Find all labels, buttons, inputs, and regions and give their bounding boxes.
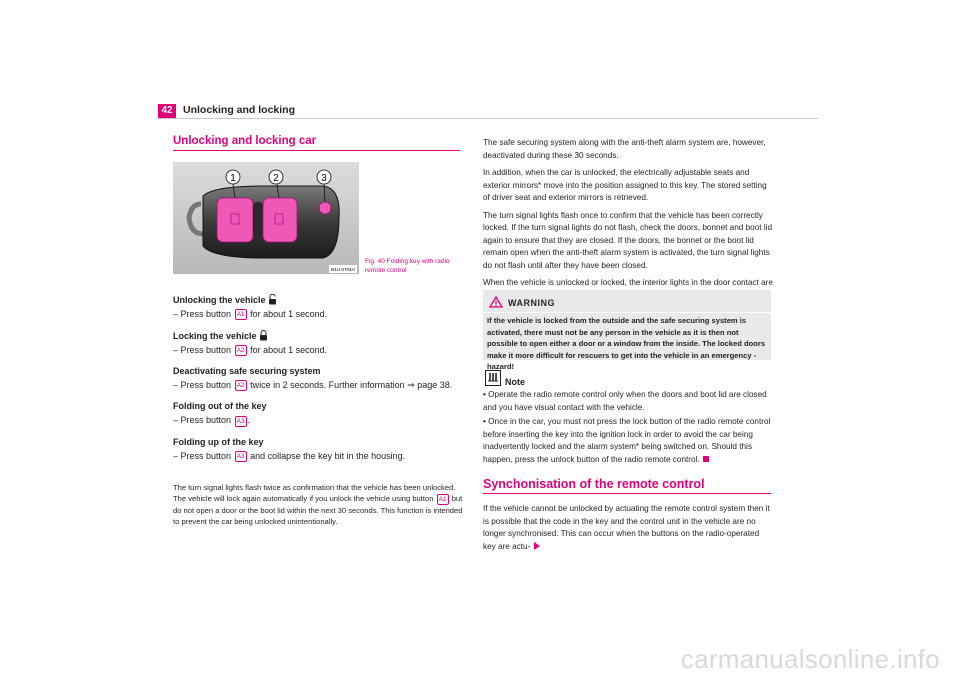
figure-code: B1U-0704H xyxy=(331,267,355,272)
step-title: Deactivating safe securing system xyxy=(173,366,321,377)
watermark: carmanualsonline.info xyxy=(680,644,940,674)
right-paragraphs xyxy=(483,137,773,302)
unlock-icon xyxy=(268,294,277,305)
callout-ref: A3 xyxy=(235,451,247,462)
warning-text: If the vehicle is locked from the outside and the safe securing system is activated, there must not be any person in the vehicle as it is then not possible to open either a door or a window from the inside. The locked doors make it more difficult for rescuers to get into the vehicle in an emergency - hazard! xyxy=(487,316,766,371)
paragraph: In addition, when the car is unlocked, the electrically adjustable seats and exterior mirrors* move into the position assigned to this key. The stored setting of driver seat and exterior mirrors is retrieved. xyxy=(483,168,767,202)
section2-text: If the vehicle cannot be unlocked by actuating the remote control system then it is possible that the code in the key and the control unit in the vehicle are no longer synchronised. This can occur when the buttons on the radio-operated key are actu- xyxy=(483,504,770,551)
continue-arrow-icon xyxy=(533,542,541,550)
section2-rule xyxy=(483,493,771,494)
callout-1-label: 1 xyxy=(230,173,236,184)
callout-ref: A2 xyxy=(235,380,247,391)
step-title: Folding up of the key xyxy=(173,436,264,447)
key-remote-figure xyxy=(173,162,359,274)
bullet: • xyxy=(483,390,486,399)
footnote-text: The turn signal lights flash twice as confirmation that the vehicle has been unlocked. The vehicle will lock again automatically if you unlock the vehicle using button A1 but do not open a door or the boot lid within the next 30 seconds. This function is intended to prevent the car being unlocked unintentionally. xyxy=(173,483,463,527)
figure-caption: Fig. 40 Folding key with radio remote control xyxy=(365,258,450,274)
key-remote-illustration xyxy=(173,162,359,274)
note-title: Note xyxy=(505,377,525,387)
paragraph: The safe securing system along with the anti-theft alarm system are, however, deactivated during these 30 seconds. xyxy=(483,138,766,160)
step-fold-up: Folding up of the key – Press button A3 and collapse the key bit in the housing. xyxy=(173,437,463,462)
step-title: Folding out of the key xyxy=(173,401,267,412)
callout-2-label: 2 xyxy=(273,173,279,184)
callout-3-label: 3 xyxy=(321,173,327,184)
bullet: • xyxy=(483,417,486,426)
note-item: • Operate the radio remote control only when the doors and boot lid are closed and you have visual contact with the vehicle. xyxy=(483,390,767,412)
page-number: 42 xyxy=(158,104,176,118)
step-title: Unlocking the vehicle xyxy=(173,295,266,305)
callout-ref: A1 xyxy=(437,494,449,505)
paragraph: The turn signal lights flash once to confirm that the vehicle has been correctly locked. If the turn signal lights do not flash, check the doors, bonnet and boot lid again to ensure that they are closed. If the doors, the bonnet or the boot lid remain open when the anti-theft alarm system is activated, the turn signal lights do not flash until after they have been closed. xyxy=(483,210,773,270)
step-unlock: Unlocking the vehicle – Press button A1 for about 1 second. xyxy=(173,295,328,319)
warning-triangle-icon xyxy=(489,296,503,308)
lock-icon xyxy=(259,330,268,341)
step-fold-out: Folding out of the key – Press button A3 . xyxy=(173,401,463,426)
paragraph: When the vehicle is unlocked or locked, the interior lights in the door contact are xyxy=(483,278,773,287)
end-marker-icon xyxy=(703,456,709,462)
warning-separator xyxy=(483,312,771,313)
section-rule xyxy=(173,150,460,151)
callout-ref: A3 xyxy=(235,416,247,427)
steps-list xyxy=(173,294,463,462)
warning-title: WARNING xyxy=(508,298,555,308)
note-list xyxy=(483,389,773,466)
note-item: • Once in the car, you must not press the lock button of the radio remote control before inserting the key into the ignition lock in order to avoid the car being inadvertently locked and the alarm system* being switched on. Should this happen, press the unlock button of the radio remote control. xyxy=(483,417,771,464)
step-title: Locking the vehicle xyxy=(173,331,257,342)
step-deactivate-safe: Deactivating safe securing system – Press button A2 twice in 2 seconds. Further information ⇒ page 38. xyxy=(173,366,463,391)
callout-ref: A2 xyxy=(235,345,247,356)
section-title: Unlocking and locking car xyxy=(173,135,317,147)
callout-ref: A1 xyxy=(235,309,247,320)
section2-title: Synchonisation of the remote control xyxy=(483,477,705,491)
header-rule xyxy=(158,118,818,119)
step-lock: Locking the vehicle – Press button A2 for about 1 second. xyxy=(173,331,328,356)
note-icon xyxy=(485,370,501,386)
running-title: Unlocking and locking xyxy=(183,104,296,116)
